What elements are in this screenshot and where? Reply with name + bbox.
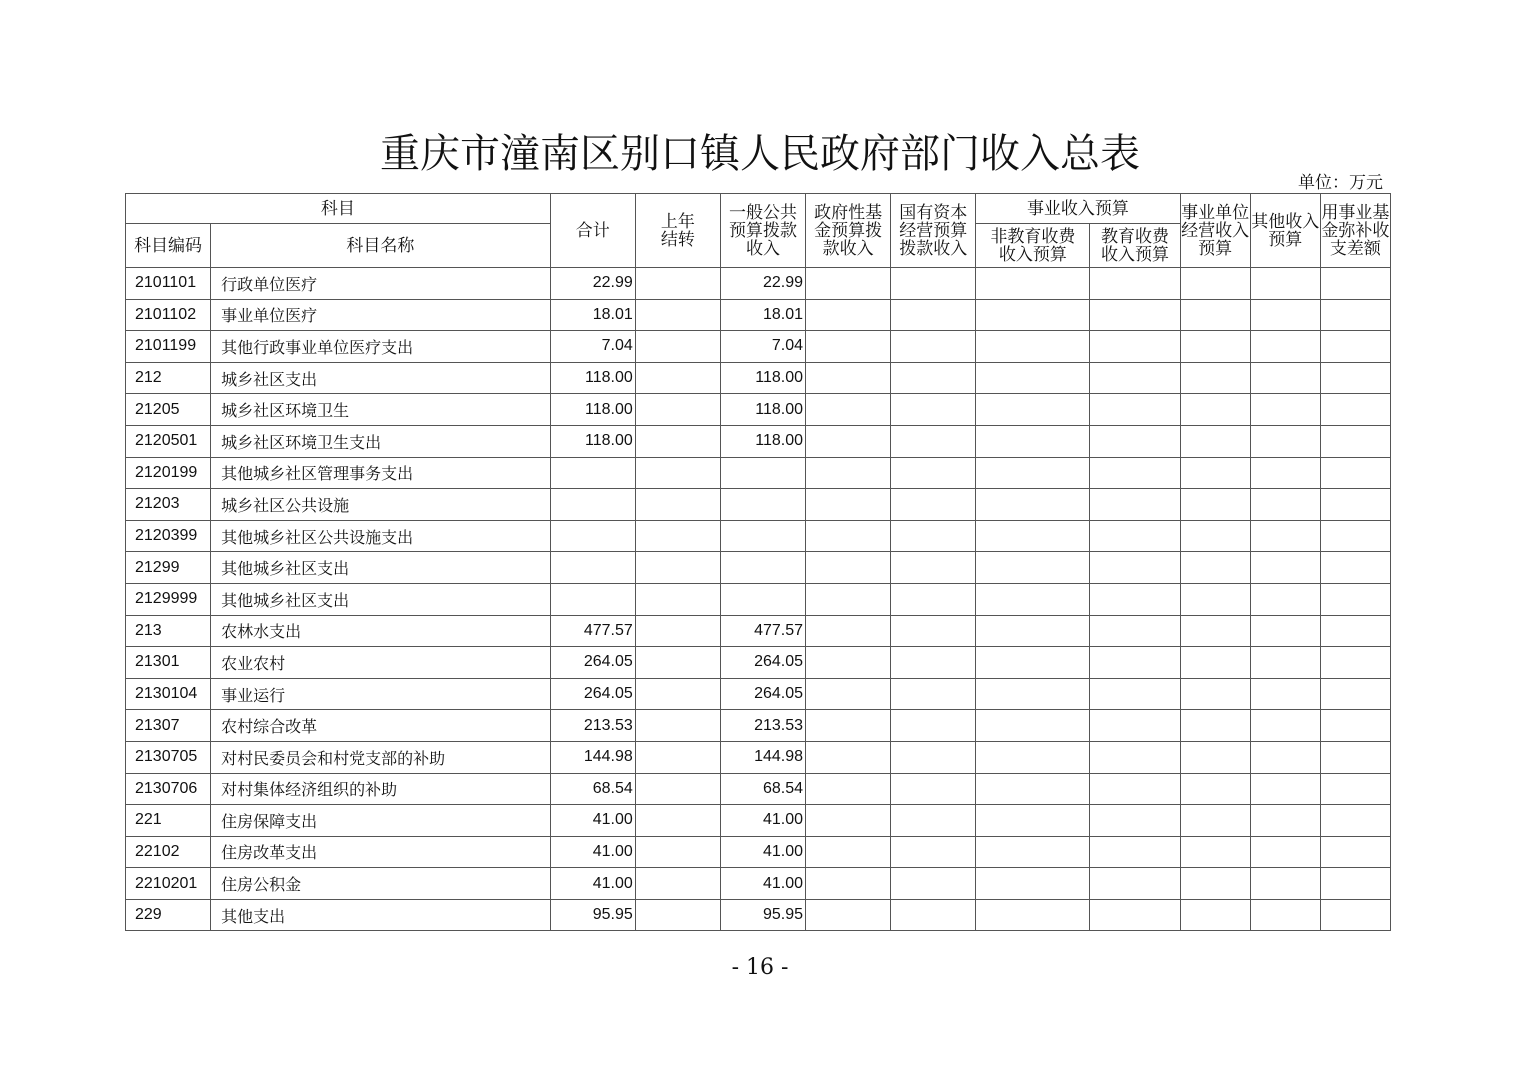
- row-state-capital-cell: [891, 678, 976, 710]
- row-other-income-cell: [1250, 615, 1320, 647]
- table-row: [126, 552, 1391, 584]
- row-gov-fund-cell: [806, 899, 891, 931]
- row-state-capital-cell: [891, 899, 976, 931]
- row-other-income-cell: [1250, 773, 1320, 805]
- row-total-cell: 144.98: [550, 741, 635, 773]
- row-gov-fund-cell: [806, 773, 891, 805]
- row-name-cell: 对村民委员会和村党支部的补助: [211, 741, 551, 773]
- row-edu-fee-cell: [1090, 425, 1180, 457]
- row-business-unit-cell: [1180, 331, 1250, 363]
- row-general-budget-cell: [720, 457, 805, 489]
- row-non-edu-fee-cell: [976, 331, 1090, 363]
- row-code-cell: 2129999: [126, 583, 211, 615]
- row-non-edu-fee-cell: [976, 741, 1090, 773]
- row-gov-fund-cell: [806, 457, 891, 489]
- header-code: 科目编码: [126, 224, 211, 268]
- row-general-budget-cell: 264.05: [720, 678, 805, 710]
- row-name-cell: 农业农村: [211, 647, 551, 679]
- row-carryover-cell: [635, 741, 720, 773]
- table-row: [126, 678, 1391, 710]
- header-total: 合计: [550, 194, 635, 268]
- row-business-unit-cell: [1180, 520, 1250, 552]
- row-code-cell: 2120399: [126, 520, 211, 552]
- row-edu-fee-cell: [1090, 583, 1180, 615]
- row-business-unit-cell: [1180, 678, 1250, 710]
- table-row: [126, 299, 1391, 331]
- row-carryover-cell: [635, 457, 720, 489]
- row-edu-fee-cell: [1090, 868, 1180, 900]
- row-total-cell: 68.54: [550, 773, 635, 805]
- row-edu-fee-cell: [1090, 489, 1180, 521]
- row-business-unit-cell: [1180, 868, 1250, 900]
- table-row: [126, 457, 1391, 489]
- row-code-cell: 21301: [126, 647, 211, 679]
- row-general-budget-cell: 41.00: [720, 868, 805, 900]
- row-state-capital-cell: [891, 552, 976, 584]
- row-code-cell: 2130706: [126, 773, 211, 805]
- row-carryover-cell: [635, 520, 720, 552]
- row-general-budget-cell: 118.00: [720, 425, 805, 457]
- header-subject: 科目: [126, 194, 551, 224]
- row-general-budget-cell: 264.05: [720, 647, 805, 679]
- row-general-budget-cell: 477.57: [720, 615, 805, 647]
- row-business-unit-cell: [1180, 268, 1250, 300]
- row-other-income-cell: [1250, 899, 1320, 931]
- header-non-edu-fee: 非教育收费收入预算: [976, 224, 1090, 268]
- row-business-unit-cell: [1180, 583, 1250, 615]
- row-total-cell: 22.99: [550, 268, 635, 300]
- row-total-cell: 95.95: [550, 899, 635, 931]
- row-carryover-cell: [635, 362, 720, 394]
- row-total-cell: 264.05: [550, 647, 635, 679]
- table-row: [126, 520, 1391, 552]
- row-name-cell: 其他支出: [211, 899, 551, 931]
- row-other-income-cell: [1250, 457, 1320, 489]
- row-total-cell: [550, 520, 635, 552]
- row-business-unit-cell: [1180, 425, 1250, 457]
- row-total-cell: 41.00: [550, 836, 635, 868]
- row-name-cell: 其他城乡社区管理事务支出: [211, 457, 551, 489]
- row-state-capital-cell: [891, 615, 976, 647]
- row-gov-fund-cell: [806, 331, 891, 363]
- row-name-cell: 事业运行: [211, 678, 551, 710]
- row-fund-supplement-cell: [1320, 425, 1390, 457]
- row-non-edu-fee-cell: [976, 899, 1090, 931]
- row-non-edu-fee-cell: [976, 678, 1090, 710]
- row-other-income-cell: [1250, 489, 1320, 521]
- row-state-capital-cell: [891, 710, 976, 742]
- page-title: 重庆市潼南区别口镇人民政府部门收入总表: [380, 131, 1140, 177]
- table-row: [126, 773, 1391, 805]
- row-other-income-cell: [1250, 868, 1320, 900]
- row-code-cell: 2130104: [126, 678, 211, 710]
- row-code-cell: 2101102: [126, 299, 211, 331]
- row-total-cell: 213.53: [550, 710, 635, 742]
- row-general-budget-cell: 118.00: [720, 394, 805, 426]
- row-name-cell: 住房保障支出: [211, 805, 551, 837]
- row-name-cell: 行政单位医疗: [211, 268, 551, 300]
- row-gov-fund-cell: [806, 741, 891, 773]
- row-fund-supplement-cell: [1320, 362, 1390, 394]
- row-edu-fee-cell: [1090, 805, 1180, 837]
- row-gov-fund-cell: [806, 710, 891, 742]
- row-state-capital-cell: [891, 425, 976, 457]
- table-row: [126, 805, 1391, 837]
- row-other-income-cell: [1250, 299, 1320, 331]
- row-other-income-cell: [1250, 836, 1320, 868]
- row-fund-supplement-cell: [1320, 615, 1390, 647]
- row-other-income-cell: [1250, 394, 1320, 426]
- row-carryover-cell: [635, 583, 720, 615]
- row-carryover-cell: [635, 805, 720, 837]
- row-business-unit-cell: [1180, 489, 1250, 521]
- row-name-cell: 城乡社区支出: [211, 362, 551, 394]
- row-general-budget-cell: [720, 583, 805, 615]
- header-business-unit: 事业单位经营收入预算: [1180, 194, 1250, 268]
- row-total-cell: [550, 583, 635, 615]
- row-state-capital-cell: [891, 868, 976, 900]
- row-state-capital-cell: [891, 773, 976, 805]
- row-code-cell: 213: [126, 615, 211, 647]
- row-business-unit-cell: [1180, 457, 1250, 489]
- row-name-cell: 农林水支出: [211, 615, 551, 647]
- row-non-edu-fee-cell: [976, 394, 1090, 426]
- row-other-income-cell: [1250, 805, 1320, 837]
- row-total-cell: 264.05: [550, 678, 635, 710]
- row-carryover-cell: [635, 394, 720, 426]
- row-carryover-cell: [635, 836, 720, 868]
- row-fund-supplement-cell: [1320, 805, 1390, 837]
- row-carryover-cell: [635, 552, 720, 584]
- row-other-income-cell: [1250, 552, 1320, 584]
- row-name-cell: 城乡社区环境卫生: [211, 394, 551, 426]
- income-summary-table: [125, 193, 1391, 931]
- row-business-unit-cell: [1180, 552, 1250, 584]
- row-edu-fee-cell: [1090, 268, 1180, 300]
- header-other-income: 其他收入预算: [1250, 194, 1320, 268]
- table-row: [126, 489, 1391, 521]
- unit-label: 单位：万元: [1298, 173, 1383, 193]
- row-carryover-cell: [635, 268, 720, 300]
- table-row: [126, 362, 1391, 394]
- row-carryover-cell: [635, 710, 720, 742]
- row-non-edu-fee-cell: [976, 773, 1090, 805]
- row-business-unit-cell: [1180, 647, 1250, 679]
- row-carryover-cell: [635, 647, 720, 679]
- row-name-cell: 城乡社区环境卫生支出: [211, 425, 551, 457]
- row-fund-supplement-cell: [1320, 520, 1390, 552]
- row-code-cell: 2120501: [126, 425, 211, 457]
- row-fund-supplement-cell: [1320, 489, 1390, 521]
- row-gov-fund-cell: [806, 489, 891, 521]
- row-gov-fund-cell: [806, 268, 891, 300]
- row-carryover-cell: [635, 868, 720, 900]
- header-business-income: 事业收入预算: [976, 194, 1180, 224]
- row-edu-fee-cell: [1090, 741, 1180, 773]
- table-row: [126, 710, 1391, 742]
- table-row: [126, 899, 1391, 931]
- row-non-edu-fee-cell: [976, 520, 1090, 552]
- row-business-unit-cell: [1180, 615, 1250, 647]
- row-edu-fee-cell: [1090, 299, 1180, 331]
- row-fund-supplement-cell: [1320, 457, 1390, 489]
- row-name-cell: 城乡社区公共设施: [211, 489, 551, 521]
- row-fund-supplement-cell: [1320, 583, 1390, 615]
- row-fund-supplement-cell: [1320, 331, 1390, 363]
- row-edu-fee-cell: [1090, 773, 1180, 805]
- row-other-income-cell: [1250, 741, 1320, 773]
- row-carryover-cell: [635, 489, 720, 521]
- row-state-capital-cell: [891, 489, 976, 521]
- row-fund-supplement-cell: [1320, 899, 1390, 931]
- row-total-cell: 118.00: [550, 394, 635, 426]
- row-general-budget-cell: [720, 552, 805, 584]
- row-non-edu-fee-cell: [976, 710, 1090, 742]
- table-row: [126, 741, 1391, 773]
- row-business-unit-cell: [1180, 362, 1250, 394]
- row-fund-supplement-cell: [1320, 394, 1390, 426]
- row-state-capital-cell: [891, 836, 976, 868]
- row-code-cell: 2210201: [126, 868, 211, 900]
- row-edu-fee-cell: [1090, 836, 1180, 868]
- row-gov-fund-cell: [806, 520, 891, 552]
- row-total-cell: 7.04: [550, 331, 635, 363]
- header-gov-fund: 政府性基金预算拨款收入: [806, 194, 891, 268]
- row-non-edu-fee-cell: [976, 457, 1090, 489]
- row-name-cell: 对村集体经济组织的补助: [211, 773, 551, 805]
- row-gov-fund-cell: [806, 678, 891, 710]
- row-general-budget-cell: 118.00: [720, 362, 805, 394]
- row-general-budget-cell: 18.01: [720, 299, 805, 331]
- row-carryover-cell: [635, 899, 720, 931]
- row-code-cell: 229: [126, 899, 211, 931]
- header-general-budget: 一般公共预算拨款收入: [720, 194, 805, 268]
- row-name-cell: 事业单位医疗: [211, 299, 551, 331]
- row-code-cell: 2120199: [126, 457, 211, 489]
- row-total-cell: 41.00: [550, 805, 635, 837]
- row-edu-fee-cell: [1090, 331, 1180, 363]
- row-general-budget-cell: 7.04: [720, 331, 805, 363]
- row-code-cell: 212: [126, 362, 211, 394]
- row-total-cell: 118.00: [550, 362, 635, 394]
- header-edu-fee: 教育收费收入预算: [1090, 224, 1180, 268]
- row-business-unit-cell: [1180, 899, 1250, 931]
- table-row: [126, 331, 1391, 363]
- row-code-cell: 2101101: [126, 268, 211, 300]
- row-gov-fund-cell: [806, 805, 891, 837]
- row-state-capital-cell: [891, 583, 976, 615]
- row-total-cell: [550, 457, 635, 489]
- row-state-capital-cell: [891, 394, 976, 426]
- row-edu-fee-cell: [1090, 362, 1180, 394]
- row-total-cell: [550, 489, 635, 521]
- row-non-edu-fee-cell: [976, 299, 1090, 331]
- table-row: [126, 615, 1391, 647]
- row-code-cell: 21203: [126, 489, 211, 521]
- row-total-cell: 477.57: [550, 615, 635, 647]
- row-general-budget-cell: [720, 520, 805, 552]
- row-fund-supplement-cell: [1320, 299, 1390, 331]
- row-non-edu-fee-cell: [976, 615, 1090, 647]
- row-business-unit-cell: [1180, 299, 1250, 331]
- row-edu-fee-cell: [1090, 457, 1180, 489]
- row-code-cell: 2101199: [126, 331, 211, 363]
- row-fund-supplement-cell: [1320, 868, 1390, 900]
- row-general-budget-cell: 22.99: [720, 268, 805, 300]
- row-business-unit-cell: [1180, 710, 1250, 742]
- row-non-edu-fee-cell: [976, 868, 1090, 900]
- row-edu-fee-cell: [1090, 678, 1180, 710]
- table-row: [126, 868, 1391, 900]
- row-edu-fee-cell: [1090, 899, 1180, 931]
- row-general-budget-cell: 41.00: [720, 805, 805, 837]
- row-gov-fund-cell: [806, 425, 891, 457]
- row-carryover-cell: [635, 331, 720, 363]
- row-fund-supplement-cell: [1320, 741, 1390, 773]
- row-state-capital-cell: [891, 647, 976, 679]
- row-general-budget-cell: 213.53: [720, 710, 805, 742]
- row-general-budget-cell: 95.95: [720, 899, 805, 931]
- row-fund-supplement-cell: [1320, 773, 1390, 805]
- row-non-edu-fee-cell: [976, 647, 1090, 679]
- row-name-cell: 其他行政事业单位医疗支出: [211, 331, 551, 363]
- table-row: [126, 647, 1391, 679]
- row-edu-fee-cell: [1090, 710, 1180, 742]
- row-carryover-cell: [635, 773, 720, 805]
- row-state-capital-cell: [891, 520, 976, 552]
- row-edu-fee-cell: [1090, 647, 1180, 679]
- header-carryover: 上年结转: [635, 194, 720, 268]
- row-gov-fund-cell: [806, 836, 891, 868]
- row-fund-supplement-cell: [1320, 552, 1390, 584]
- row-other-income-cell: [1250, 520, 1320, 552]
- row-fund-supplement-cell: [1320, 678, 1390, 710]
- row-total-cell: 118.00: [550, 425, 635, 457]
- row-non-edu-fee-cell: [976, 489, 1090, 521]
- row-non-edu-fee-cell: [976, 836, 1090, 868]
- row-state-capital-cell: [891, 362, 976, 394]
- row-state-capital-cell: [891, 268, 976, 300]
- row-gov-fund-cell: [806, 299, 891, 331]
- row-gov-fund-cell: [806, 362, 891, 394]
- row-code-cell: 221: [126, 805, 211, 837]
- row-state-capital-cell: [891, 299, 976, 331]
- row-fund-supplement-cell: [1320, 710, 1390, 742]
- row-name-cell: 农村综合改革: [211, 710, 551, 742]
- row-business-unit-cell: [1180, 805, 1250, 837]
- row-general-budget-cell: 68.54: [720, 773, 805, 805]
- row-carryover-cell: [635, 299, 720, 331]
- row-business-unit-cell: [1180, 741, 1250, 773]
- table-row: [126, 394, 1391, 426]
- row-edu-fee-cell: [1090, 520, 1180, 552]
- row-gov-fund-cell: [806, 615, 891, 647]
- row-carryover-cell: [635, 678, 720, 710]
- row-code-cell: 2130705: [126, 741, 211, 773]
- row-carryover-cell: [635, 425, 720, 457]
- row-name-cell: 其他城乡社区支出: [211, 583, 551, 615]
- row-total-cell: [550, 552, 635, 584]
- row-total-cell: 41.00: [550, 868, 635, 900]
- row-non-edu-fee-cell: [976, 362, 1090, 394]
- row-total-cell: 18.01: [550, 299, 635, 331]
- row-business-unit-cell: [1180, 394, 1250, 426]
- table-row: [126, 836, 1391, 868]
- row-other-income-cell: [1250, 425, 1320, 457]
- row-state-capital-cell: [891, 805, 976, 837]
- row-other-income-cell: [1250, 331, 1320, 363]
- row-code-cell: 21299: [126, 552, 211, 584]
- row-carryover-cell: [635, 615, 720, 647]
- row-general-budget-cell: 144.98: [720, 741, 805, 773]
- row-business-unit-cell: [1180, 773, 1250, 805]
- row-state-capital-cell: [891, 331, 976, 363]
- row-edu-fee-cell: [1090, 615, 1180, 647]
- row-fund-supplement-cell: [1320, 836, 1390, 868]
- row-general-budget-cell: 41.00: [720, 836, 805, 868]
- header-name: 科目名称: [211, 224, 551, 268]
- header-state-capital: 国有资本经营预算拨款收入: [891, 194, 976, 268]
- row-code-cell: 21307: [126, 710, 211, 742]
- row-name-cell: 住房公积金: [211, 868, 551, 900]
- header-fund-supplement: 用事业基金弥补收支差额: [1320, 194, 1390, 268]
- page-number: - 16 -: [731, 955, 789, 980]
- row-other-income-cell: [1250, 710, 1320, 742]
- row-gov-fund-cell: [806, 552, 891, 584]
- table-row: [126, 268, 1391, 300]
- row-business-unit-cell: [1180, 836, 1250, 868]
- row-other-income-cell: [1250, 583, 1320, 615]
- row-name-cell: 其他城乡社区公共设施支出: [211, 520, 551, 552]
- row-non-edu-fee-cell: [976, 268, 1090, 300]
- row-gov-fund-cell: [806, 394, 891, 426]
- row-general-budget-cell: [720, 489, 805, 521]
- row-code-cell: 22102: [126, 836, 211, 868]
- row-state-capital-cell: [891, 741, 976, 773]
- table-row: [126, 425, 1391, 457]
- row-name-cell: 其他城乡社区支出: [211, 552, 551, 584]
- row-other-income-cell: [1250, 362, 1320, 394]
- row-edu-fee-cell: [1090, 394, 1180, 426]
- row-other-income-cell: [1250, 678, 1320, 710]
- row-gov-fund-cell: [806, 868, 891, 900]
- row-other-income-cell: [1250, 268, 1320, 300]
- row-name-cell: 住房改革支出: [211, 836, 551, 868]
- row-state-capital-cell: [891, 457, 976, 489]
- row-code-cell: 21205: [126, 394, 211, 426]
- row-gov-fund-cell: [806, 647, 891, 679]
- row-non-edu-fee-cell: [976, 805, 1090, 837]
- row-non-edu-fee-cell: [976, 552, 1090, 584]
- row-fund-supplement-cell: [1320, 647, 1390, 679]
- row-edu-fee-cell: [1090, 552, 1180, 584]
- row-fund-supplement-cell: [1320, 268, 1390, 300]
- row-non-edu-fee-cell: [976, 425, 1090, 457]
- row-gov-fund-cell: [806, 583, 891, 615]
- row-other-income-cell: [1250, 647, 1320, 679]
- table-row: [126, 583, 1391, 615]
- row-non-edu-fee-cell: [976, 583, 1090, 615]
